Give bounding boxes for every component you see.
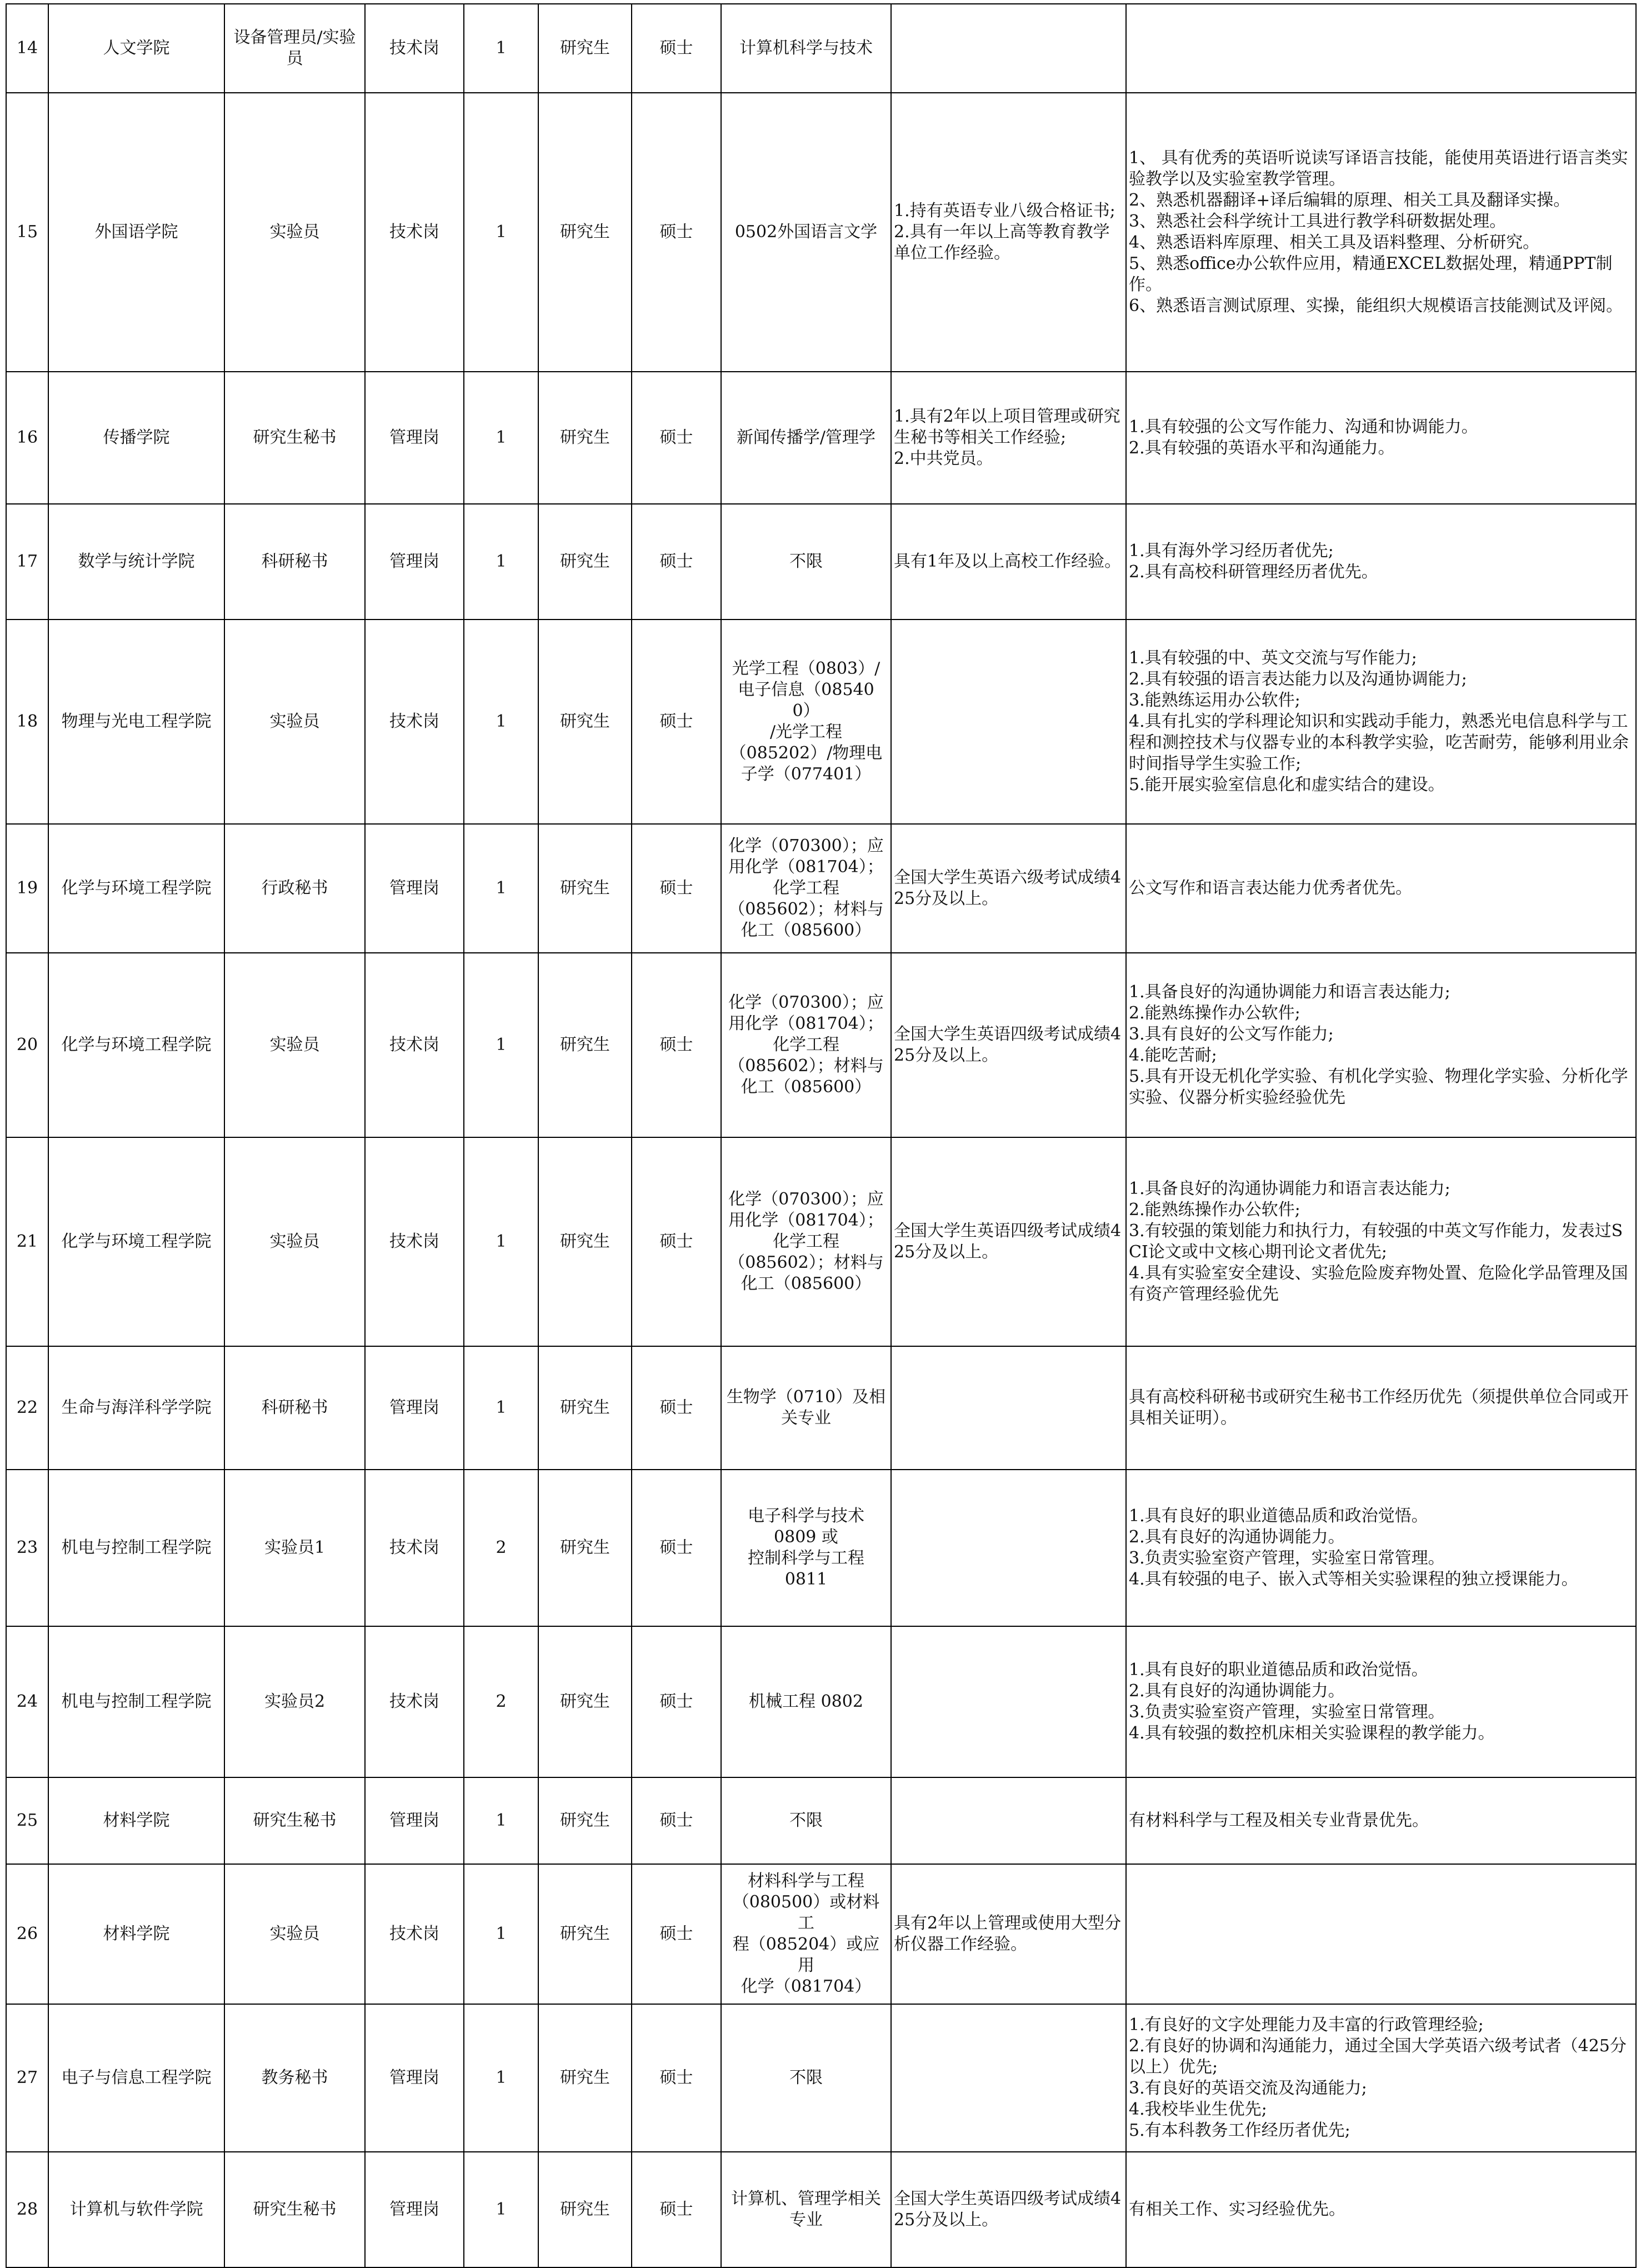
cell-other-conditions: 1.具有2年以上项目管理或研究生秘书等相关工作经验; 2.中共党员。 — [891, 372, 1126, 504]
cell-number: 25 — [6, 1777, 48, 1864]
cell-degree: 硕士 — [632, 953, 721, 1137]
cell-major: 新闻传播学/管理学 — [721, 372, 891, 504]
table-row — [6, 1346, 1636, 1470]
cell-education: 研究生 — [538, 372, 632, 504]
cell-education: 研究生 — [538, 2004, 632, 2152]
cell-degree: 硕士 — [632, 504, 721, 620]
cell-position: 研究生秘书 — [224, 1777, 365, 1864]
cell-post-type: 技术岗 — [365, 1470, 464, 1626]
cell-requirements — [1126, 1864, 1636, 2004]
cell-count: 1 — [464, 824, 538, 953]
table-row — [6, 953, 1636, 1137]
cell-position: 实验员 — [224, 620, 365, 824]
cell-post-type: 管理岗 — [365, 1346, 464, 1470]
cell-degree: 硕士 — [632, 824, 721, 953]
cell-degree: 硕士 — [632, 1137, 721, 1346]
cell-education: 研究生 — [538, 620, 632, 824]
cell-college: 物理与光电工程学院 — [48, 620, 224, 824]
cell-college: 人文学院 — [48, 4, 224, 93]
cell-degree: 硕士 — [632, 1470, 721, 1626]
cell-education: 研究生 — [538, 1777, 632, 1864]
cell-post-type: 技术岗 — [365, 4, 464, 93]
cell-number: 21 — [6, 1137, 48, 1346]
cell-degree: 硕士 — [632, 1864, 721, 2004]
cell-other-conditions — [891, 1346, 1126, 1470]
cell-college: 化学与环境工程学院 — [48, 1137, 224, 1346]
cell-number: 15 — [6, 93, 48, 372]
cell-major: 电子科学与技术 0809 或 控制科学与工程 0811 — [721, 1470, 891, 1626]
cell-count: 1 — [464, 93, 538, 372]
table-row — [6, 620, 1636, 824]
cell-requirements — [1126, 4, 1636, 93]
cell-position: 行政秘书 — [224, 824, 365, 953]
table-row — [6, 2004, 1636, 2152]
cell-education: 研究生 — [538, 504, 632, 620]
cell-other-conditions — [891, 1777, 1126, 1864]
cell-number: 14 — [6, 4, 48, 93]
cell-degree: 硕士 — [632, 1626, 721, 1777]
cell-education: 研究生 — [538, 1346, 632, 1470]
cell-post-type: 技术岗 — [365, 1137, 464, 1346]
cell-count: 2 — [464, 1470, 538, 1626]
cell-post-type: 管理岗 — [365, 504, 464, 620]
cell-count: 1 — [464, 2152, 538, 2267]
cell-degree: 硕士 — [632, 93, 721, 372]
cell-count: 1 — [464, 504, 538, 620]
cell-requirements: 1.具备良好的沟通协调能力和语言表达能力; 2.能熟练操作办公软件; 3.具有良好的公文写作能力; 4.能吃苦耐; 5.具有开设无机化学实验、有机化学实验、物理化学实验、分析化学实验、仪器分析实验经验优先 — [1126, 953, 1636, 1137]
cell-college: 化学与环境工程学院 — [48, 824, 224, 953]
table-row — [6, 2152, 1636, 2267]
cell-post-type: 技术岗 — [365, 1864, 464, 2004]
cell-college: 化学与环境工程学院 — [48, 953, 224, 1137]
cell-major: 计算机、管理学相关专业 — [721, 2152, 891, 2267]
cell-other-conditions — [891, 4, 1126, 93]
cell-number: 17 — [6, 504, 48, 620]
table-row — [6, 1626, 1636, 1777]
cell-requirements: 1、 具有优秀的英语听说读写译语言技能，能使用英语进行语言类实验教学以及实验室教学管理。 2、熟悉机器翻译+译后编辑的原理、相关工具及翻译实操。 3、熟悉社会科学统计工具进行教学科研数据处理。 4、熟悉语料库原理、相关工具及语料整理、分析研究。 5、熟悉office办公软件应用，精通EXCEL数据处理，精通PPT制作。 6、熟悉语言测试原理、实操，能组织大规模语言技能测试及评阅。 — [1126, 93, 1636, 372]
cell-education: 研究生 — [538, 93, 632, 372]
cell-college: 数学与统计学院 — [48, 504, 224, 620]
table-row — [6, 1777, 1636, 1864]
cell-other-conditions: 全国大学生英语四级考试成绩425分及以上。 — [891, 953, 1126, 1137]
cell-requirements: 有相关工作、实习经验优先。 — [1126, 2152, 1636, 2267]
cell-number: 22 — [6, 1346, 48, 1470]
cell-post-type: 管理岗 — [365, 2152, 464, 2267]
cell-college: 机电与控制工程学院 — [48, 1470, 224, 1626]
cell-post-type: 技术岗 — [365, 953, 464, 1137]
cell-position: 实验员1 — [224, 1470, 365, 1626]
cell-number: 20 — [6, 953, 48, 1137]
cell-college: 计算机与软件学院 — [48, 2152, 224, 2267]
cell-position: 研究生秘书 — [224, 2152, 365, 2267]
cell-requirements: 1.具有海外学习经历者优先; 2.具有高校科研管理经历者优先。 — [1126, 504, 1636, 620]
cell-post-type: 技术岗 — [365, 1626, 464, 1777]
cell-count: 1 — [464, 4, 538, 93]
cell-count: 1 — [464, 620, 538, 824]
cell-degree: 硕士 — [632, 372, 721, 504]
cell-major: 材料科学与工程 （080500）或材料工 程（085204）或应用 化学（081704） — [721, 1864, 891, 2004]
cell-major: 不限 — [721, 2004, 891, 2152]
cell-college: 外国语学院 — [48, 93, 224, 372]
cell-education: 研究生 — [538, 2152, 632, 2267]
table-row — [6, 372, 1636, 504]
cell-requirements: 1.具有较强的中、英文交流与写作能力; 2.具有较强的语言表达能力以及沟通协调能力; 3.能熟练运用办公软件; 4.具有扎实的学科理论知识和实践动手能力，熟悉光电信息科学与工程和测控技术与仪器专业的本科教学实验，吃苦耐劳，能够利用业余时间指导学生实验工作; 5.能开展实验室信息化和虚实结合的建设。 — [1126, 620, 1636, 824]
cell-other-conditions: 全国大学生英语四级考试成绩425分及以上。 — [891, 2152, 1126, 2267]
cell-number: 27 — [6, 2004, 48, 2152]
cell-number: 26 — [6, 1864, 48, 2004]
cell-degree: 硕士 — [632, 2152, 721, 2267]
cell-college: 机电与控制工程学院 — [48, 1626, 224, 1777]
cell-college: 传播学院 — [48, 372, 224, 504]
cell-position: 设备管理员/实验员 — [224, 4, 365, 93]
cell-post-type: 技术岗 — [365, 93, 464, 372]
cell-college: 电子与信息工程学院 — [48, 2004, 224, 2152]
cell-number: 28 — [6, 2152, 48, 2267]
cell-position: 教务秘书 — [224, 2004, 365, 2152]
cell-requirements: 有材料科学与工程及相关专业背景优先。 — [1126, 1777, 1636, 1864]
cell-degree: 硕士 — [632, 1777, 721, 1864]
cell-requirements: 1.具备良好的沟通协调能力和语言表达能力; 2.能熟练操作办公软件; 3.有较强的策划能力和执行力，有较强的中英文写作能力，发表过SCI论文或中文核心期刊论文者优先; 4.具有实验室安全建设、实验危险废弃物处置、危险化学品管理及国有资产管理经验优先 — [1126, 1137, 1636, 1346]
cell-degree: 硕士 — [632, 4, 721, 93]
cell-count: 2 — [464, 1626, 538, 1777]
cell-college: 材料学院 — [48, 1777, 224, 1864]
cell-other-conditions: 1.持有英语专业八级合格证书; 2.具有一年以上高等教育教学单位工作经验。 — [891, 93, 1126, 372]
cell-count: 1 — [464, 953, 538, 1137]
cell-other-conditions: 全国大学生英语四级考试成绩425分及以上。 — [891, 1137, 1126, 1346]
cell-major: 不限 — [721, 1777, 891, 1864]
cell-other-conditions — [891, 1470, 1126, 1626]
cell-number: 16 — [6, 372, 48, 504]
cell-education: 研究生 — [538, 1626, 632, 1777]
cell-requirements: 1.具有较强的公文写作能力、沟通和协调能力。 2.具有较强的英语水平和沟通能力。 — [1126, 372, 1636, 504]
table-body — [6, 4, 1636, 2267]
cell-post-type: 管理岗 — [365, 1777, 464, 1864]
cell-other-conditions — [891, 620, 1126, 824]
cell-position: 实验员 — [224, 1137, 365, 1346]
cell-count: 1 — [464, 1346, 538, 1470]
cell-degree: 硕士 — [632, 1346, 721, 1470]
cell-major: 机械工程 0802 — [721, 1626, 891, 1777]
cell-education: 研究生 — [538, 1864, 632, 2004]
cell-position: 实验员 — [224, 953, 365, 1137]
cell-post-type: 管理岗 — [365, 824, 464, 953]
cell-count: 1 — [464, 1864, 538, 2004]
cell-education: 研究生 — [538, 1470, 632, 1626]
cell-major: 生物学（0710）及相关专业 — [721, 1346, 891, 1470]
cell-degree: 硕士 — [632, 620, 721, 824]
cell-major: 化学（070300）；应 用化学（081704）； 化学工程 （085602）；材料与 化工（085600） — [721, 1137, 891, 1346]
cell-position: 实验员 — [224, 93, 365, 372]
cell-position: 研究生秘书 — [224, 372, 365, 504]
cell-major: 计算机科学与技术 — [721, 4, 891, 93]
cell-major: 不限 — [721, 504, 891, 620]
cell-major: 化学（070300）；应 用化学（081704）； 化学工程 （085602）；材料与 化工（085600） — [721, 953, 891, 1137]
cell-post-type: 管理岗 — [365, 2004, 464, 2152]
table-row — [6, 1470, 1636, 1626]
table-row — [6, 504, 1636, 620]
cell-other-conditions: 具有2年以上管理或使用大型分析仪器工作经验。 — [891, 1864, 1126, 2004]
cell-major: 0502外国语言文学 — [721, 93, 891, 372]
cell-other-conditions — [891, 1626, 1126, 1777]
table-row — [6, 824, 1636, 953]
cell-education: 研究生 — [538, 953, 632, 1137]
cell-major: 光学工程（0803）/ 电子信息（085400） /光学工程 （085202）/物理电 子学（077401） — [721, 620, 891, 824]
cell-count: 1 — [464, 372, 538, 504]
cell-requirements: 1.具有良好的职业道德品质和政治觉悟。 2.具有良好的沟通协调能力。 3.负责实验室资产管理，实验室日常管理。 4.具有较强的电子、嵌入式等相关实验课程的独立授课能力。 — [1126, 1470, 1636, 1626]
recruitment-table — [6, 3, 1637, 2268]
cell-education: 研究生 — [538, 824, 632, 953]
cell-position: 科研秘书 — [224, 1346, 365, 1470]
cell-other-conditions: 具有1年及以上高校工作经验。 — [891, 504, 1126, 620]
cell-count: 1 — [464, 1777, 538, 1864]
cell-major: 化学（070300）；应 用化学（081704）； 化学工程 （085602）；材料与 化工（085600） — [721, 824, 891, 953]
cell-post-type: 管理岗 — [365, 372, 464, 504]
cell-requirements: 具有高校科研秘书或研究生秘书工作经历优先（须提供单位合同或开具相关证明）。 — [1126, 1346, 1636, 1470]
cell-education: 研究生 — [538, 4, 632, 93]
cell-other-conditions: 全国大学生英语六级考试成绩425分及以上。 — [891, 824, 1126, 953]
cell-count: 1 — [464, 2004, 538, 2152]
cell-education: 研究生 — [538, 1137, 632, 1346]
cell-college: 生命与海洋科学学院 — [48, 1346, 224, 1470]
cell-degree: 硕士 — [632, 2004, 721, 2152]
cell-number: 24 — [6, 1626, 48, 1777]
table-row — [6, 1864, 1636, 2004]
cell-number: 18 — [6, 620, 48, 824]
cell-requirements: 1.有良好的文字处理能力及丰富的行政管理经验; 2.有良好的协调和沟通能力，通过全国大学英语六级考试者（425分以上）优先; 3.有良好的英语交流及沟通能力; 4.我校毕业生优先; 5.有本科教务工作经历者优先; — [1126, 2004, 1636, 2152]
cell-post-type: 技术岗 — [365, 620, 464, 824]
cell-requirements: 公文写作和语言表达能力优秀者优先。 — [1126, 824, 1636, 953]
cell-position: 科研秘书 — [224, 504, 365, 620]
cell-requirements: 1.具有良好的职业道德品质和政治觉悟。 2.具有良好的沟通协调能力。 3.负责实验室资产管理，实验室日常管理。 4.具有较强的数控机床相关实验课程的教学能力。 — [1126, 1626, 1636, 1777]
table-row — [6, 4, 1636, 93]
table-row — [6, 93, 1636, 372]
table-row — [6, 1137, 1636, 1346]
cell-college: 材料学院 — [48, 1864, 224, 2004]
cell-number: 19 — [6, 824, 48, 953]
cell-position: 实验员2 — [224, 1626, 365, 1777]
cell-count: 1 — [464, 1137, 538, 1346]
cell-number: 23 — [6, 1470, 48, 1626]
cell-position: 实验员 — [224, 1864, 365, 2004]
cell-other-conditions — [891, 2004, 1126, 2152]
